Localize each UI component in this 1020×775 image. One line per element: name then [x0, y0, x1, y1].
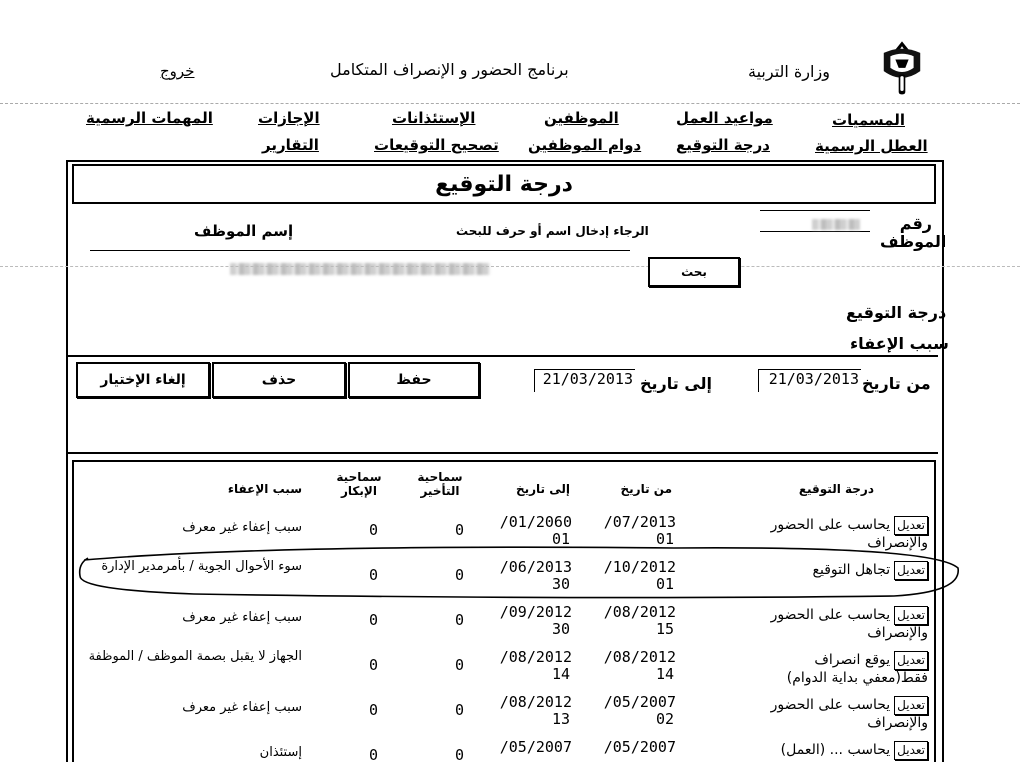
from-date-part2: 15	[655, 620, 674, 638]
to-date-cell	[500, 739, 572, 756]
degree-cell	[748, 651, 928, 687]
col-late: سماحية التأخير	[417, 470, 463, 498]
reason-cell: الجهاز لا يقبل بصمة الموظف / الموظفة	[88, 649, 302, 664]
from-date-label: من تاريخ	[862, 374, 931, 393]
early-cell: 0	[368, 656, 378, 674]
nav-official-tasks[interactable]: المهمات الرسمية	[86, 109, 213, 127]
from-date-part2: 02	[655, 710, 674, 728]
from-date-input[interactable]: 21/03/2013	[758, 369, 861, 392]
late-cell: 0	[454, 701, 464, 719]
from-date-part1: /08/2012	[603, 648, 676, 666]
from-date-part2: 01	[655, 575, 674, 593]
employee-name-input[interactable]	[90, 250, 630, 271]
save-button[interactable]: حفظ	[348, 362, 480, 398]
ministry-name: وزارة التربية	[748, 62, 830, 81]
late-cell: 0	[454, 521, 464, 539]
to-date-part1: /06/2013	[499, 558, 572, 576]
divider-3	[68, 452, 938, 454]
nav-holidays[interactable]: العطل الرسمية	[815, 137, 928, 155]
to-date-label: إلى تاريخ	[640, 374, 713, 393]
degree-text: يحاسب ... (العمل)	[780, 742, 891, 758]
to-date-part2: 30	[551, 620, 570, 638]
edit-button[interactable]: تعديل	[894, 606, 928, 625]
col-early: سماحية الإبكار	[336, 470, 382, 498]
to-date-part1: /01/2060	[499, 513, 572, 531]
reason-cell: سبب إعفاء غير معرف	[182, 520, 302, 535]
from-date-part1: /05/2007	[603, 738, 676, 756]
to-date-cell	[500, 694, 572, 728]
logout-link[interactable]: خروج	[160, 62, 195, 80]
to-date-cell	[500, 604, 572, 638]
degree-text: يحاسب على الحضور والإنصراف	[770, 607, 928, 641]
nav-fix-signatures[interactable]: تصحيح التوقيعات	[374, 136, 499, 154]
table-row	[74, 641, 934, 685]
from-date-part1: /07/2013	[603, 513, 676, 531]
edit-button[interactable]: تعديل	[894, 651, 928, 670]
degree-text: يوقع انصراف فقط(معفي بداية الدوام)	[786, 652, 928, 686]
early-cell: 0	[368, 521, 378, 539]
nav-titles[interactable]: المسميات	[832, 111, 905, 129]
nav-reports[interactable]: التقارير	[262, 136, 319, 154]
edit-button[interactable]: تعديل	[894, 741, 928, 760]
edit-button[interactable]: تعديل	[894, 696, 928, 715]
employee-number-label: رقم الموظف	[880, 214, 947, 251]
employee-number-input[interactable]	[760, 210, 870, 232]
to-date-cell	[500, 649, 572, 683]
ministry-logo-icon	[872, 38, 932, 100]
table-row	[74, 596, 934, 640]
late-cell: 0	[454, 656, 464, 674]
search-button[interactable]: بحث	[648, 257, 740, 287]
records-table	[72, 460, 936, 762]
reason-cell: إستئذان	[259, 745, 302, 760]
redacted-number	[812, 219, 860, 230]
early-cell: 0	[368, 566, 378, 584]
degree-text: يحاسب على الحضور والإنصراف	[770, 697, 928, 731]
col-from: من تاريخ	[620, 482, 672, 496]
to-date-part1: /05/2007	[499, 738, 572, 756]
divider-2	[68, 355, 938, 357]
delete-button[interactable]: حذف	[212, 362, 346, 398]
to-date-part1: /08/2012	[499, 648, 572, 666]
from-date-cell	[604, 739, 676, 756]
col-degree: درجة التوقيع	[798, 482, 874, 496]
reason-cell: سبب إعفاء غير معرف	[182, 700, 302, 715]
program-title: برنامج الحضور و الإنصراف المتكامل	[330, 60, 569, 79]
from-date-cell	[604, 694, 676, 728]
scan-line-2	[0, 266, 1020, 267]
late-cell: 0	[454, 566, 464, 584]
from-date-part1: /08/2012	[603, 603, 676, 621]
exemption-reason-label: سبب الإعفاء	[850, 334, 949, 353]
degree-cell	[748, 606, 928, 642]
late-cell: 0	[454, 746, 464, 764]
nav-signature-degree[interactable]: درجة التوقيع	[676, 136, 770, 154]
edit-button[interactable]: تعديل	[894, 516, 928, 535]
to-date-part2: 14	[551, 665, 570, 683]
from-date-cell	[604, 649, 676, 683]
degree-cell	[748, 696, 928, 732]
cancel-selection-button[interactable]: إلغاء الإختيار	[76, 362, 210, 398]
table-row	[74, 686, 934, 730]
nav-work-times[interactable]: مواعيد العمل	[676, 109, 773, 127]
handwritten-annotation-circle	[74, 540, 966, 602]
from-date-part1: /05/2007	[603, 693, 676, 711]
reason-cell: سوء الأحوال الجوية / بأمرمدير الإدارة	[101, 559, 302, 574]
to-date-part2: 01	[551, 530, 570, 548]
reason-cell: سبب إعفاء غير معرف	[182, 610, 302, 625]
search-hint: الرجاء إدخال اسم أو حرف للبحث	[456, 224, 649, 238]
nav-employee-shifts[interactable]: دوام الموظفين	[528, 136, 642, 154]
scan-line	[0, 103, 1020, 104]
to-date-part1: /09/2012	[499, 603, 572, 621]
employee-name-label: إسم الموظف	[194, 222, 294, 240]
to-date-part2: 13	[551, 710, 570, 728]
divider	[72, 202, 936, 203]
nav-permissions[interactable]: الإستئذانات	[392, 109, 476, 127]
nav-leaves[interactable]: الإجازات	[258, 109, 320, 127]
degree-text: يحاسب على الحضور والإنصراف	[770, 517, 928, 551]
col-reason: سبب الإعفاء	[227, 482, 302, 496]
to-date-input[interactable]: 21/03/2013	[534, 369, 635, 392]
form-title-bar	[72, 164, 936, 204]
table-row	[74, 731, 934, 775]
early-cell: 0	[368, 701, 378, 719]
from-date-part1: /10/2012	[603, 558, 676, 576]
early-cell: 0	[368, 746, 378, 764]
degree-text: تجاهل التوقيع	[812, 562, 891, 578]
signature-degree-label: درجة التوقيع	[846, 303, 947, 322]
to-date-part1: /08/2012	[499, 693, 572, 711]
late-cell: 0	[454, 611, 464, 629]
from-date-cell	[604, 604, 676, 638]
early-cell: 0	[368, 611, 378, 629]
col-to: إلى تاريخ	[515, 482, 570, 496]
edit-button[interactable]: تعديل	[894, 561, 928, 580]
from-date-part2: 01	[655, 530, 674, 548]
from-date-part2: 14	[655, 665, 674, 683]
redacted-name	[230, 263, 490, 275]
table-header	[74, 462, 934, 506]
form-title: درجة التوقيع	[435, 171, 573, 197]
nav-employees[interactable]: الموظفين	[544, 109, 619, 127]
to-date-part2: 30	[551, 575, 570, 593]
